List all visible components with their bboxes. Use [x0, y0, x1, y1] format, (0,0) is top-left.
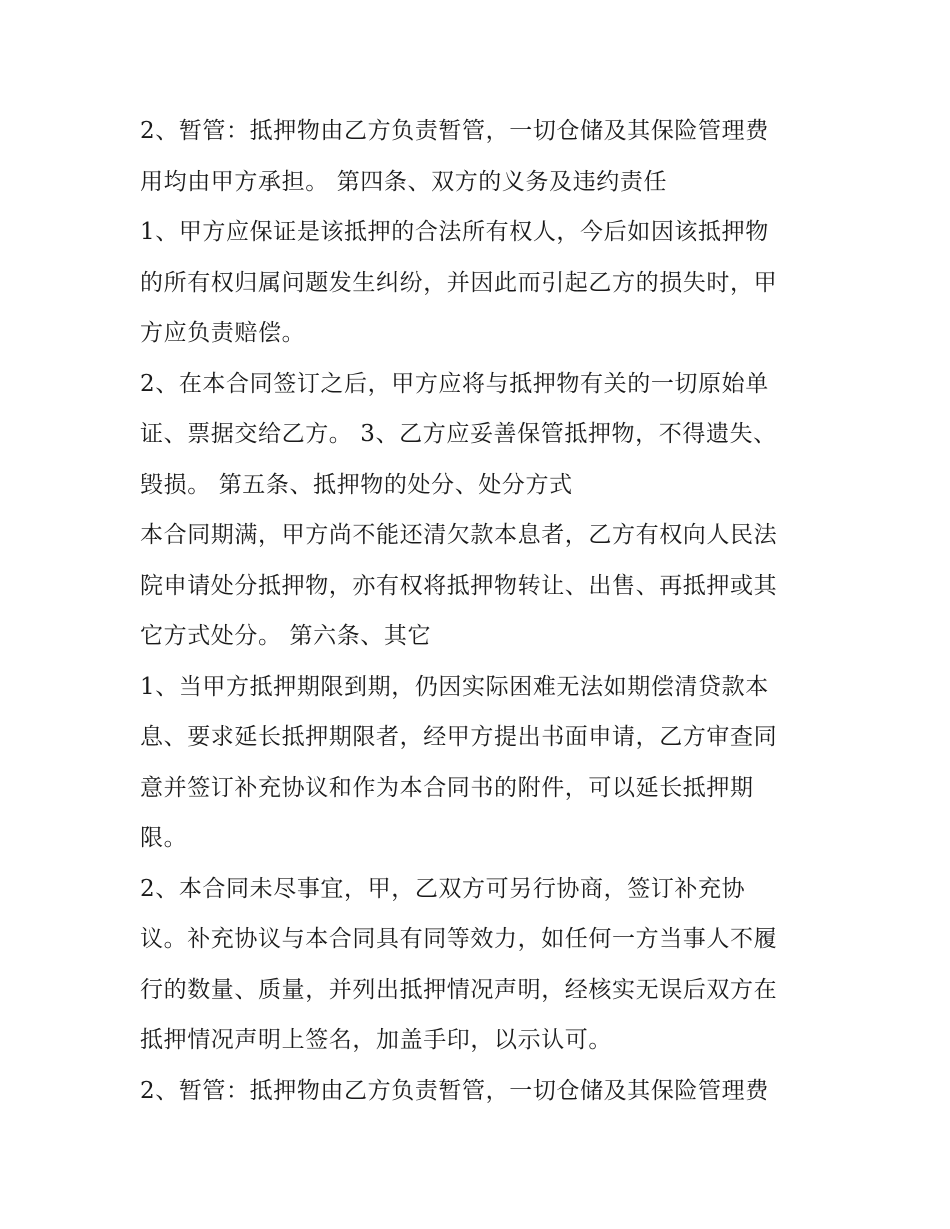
text-line: 议。补充协议与本合同具有同等效力，如任何一方当事人不履 [140, 926, 778, 952]
text-line: 它方式处分。 第六条、其它 [140, 623, 432, 649]
text-line: 2、暂管：抵押物由乙方负责暂管，一切仓储及其保险管理费 [140, 118, 769, 144]
text-line: 抵押情况声明上签名，加盖手印，以示认可。 [140, 1027, 612, 1053]
text-line: 毁损。 第五条、抵押物的处分、处分方式 [140, 471, 573, 498]
text-line: 行的数量、质量，并列出抵押情况声明，经核实无误后双方在 [140, 976, 778, 1003]
text-line: 用均由甲方承担。 第四条、双方的义务及违约责任 [140, 168, 668, 195]
text-line: 方应负责赔偿。 [140, 320, 306, 346]
document-body [140, 106, 820, 1116]
text-line: 限。 [140, 825, 188, 851]
text-line: 息、要求延长抵押期限者，经甲方提出书面申请，乙方审查同 [140, 724, 778, 750]
text-line: 本合同期满，甲方尚不能还清欠款本息者，乙方有权向人民法 [140, 522, 778, 548]
text-line: 2、在本合同签订之后，甲方应将与抵押物有关的一切原始单 [140, 370, 769, 397]
text-line: 2、本合同未尽事宜，甲，乙双方可另行协商，签订补充协 [140, 875, 746, 902]
text-line: 2、暂管：抵押物由乙方负责暂管，一切仓储及其保险管理费 [140, 1077, 769, 1104]
text-line: 的所有权归属问题发生纠纷，并因此而引起乙方的损失时，甲 [140, 269, 778, 296]
text-line: 1、甲方应保证是该抵押的合法所有权人，今后如因该抵押物 [140, 219, 769, 245]
text-line: 院申请处分抵押物，亦有权将抵押物转让、出售、再抵押或其 [140, 572, 778, 599]
text-line: 证、票据交给乙方。 3、乙方应妥善保管抵押物，不得遗失、 [140, 421, 777, 447]
text-line: 意并签订补充协议和作为本合同书的附件，可以延长抵押期 [140, 774, 754, 801]
text-line: 1、当甲方抵押期限到期，仍因实际困难无法如期偿清贷款本 [140, 673, 769, 700]
